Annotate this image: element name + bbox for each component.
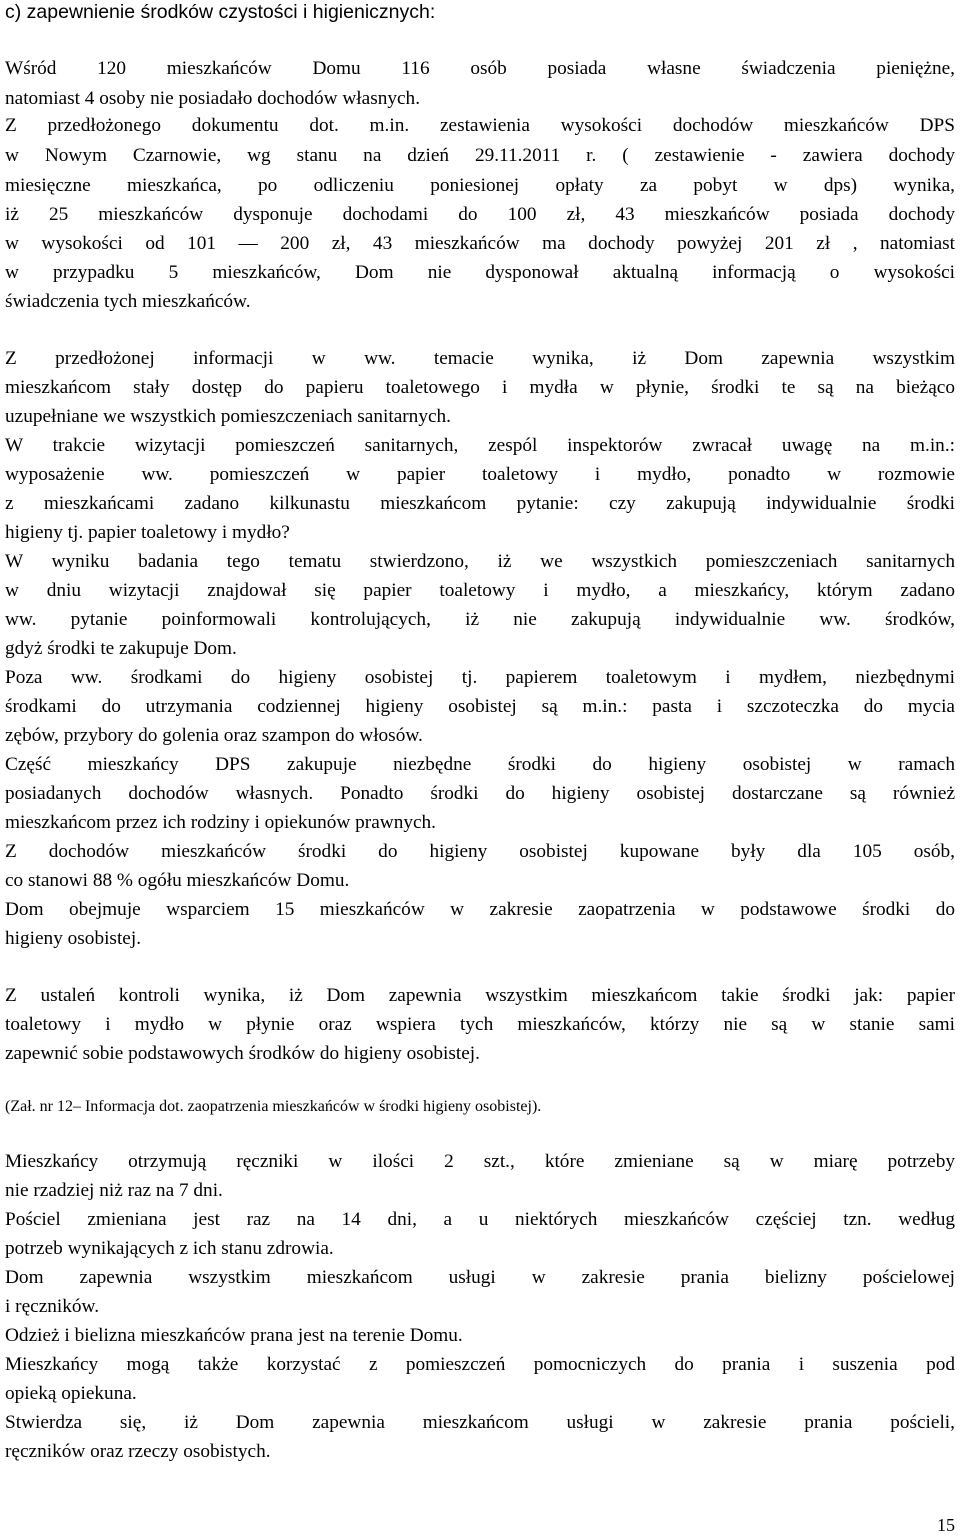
text-line: mieszkańcom stały dostęp do papieru toaletowego i mydła w płynie, środki te są na bieżąco bbox=[5, 377, 955, 398]
text-line: Z dochodów mieszkańców środki do higieny osobistej kupowane były dla 105 osób, bbox=[5, 841, 955, 862]
text-line: W trakcie wizytacji pomieszczeń sanitarnych, zespól inspektorów zwracał uwagę na m.in.: bbox=[5, 435, 955, 456]
text-line: higieny osobistej. bbox=[5, 928, 142, 949]
text-line: Wśród 120 mieszkańców Domu 116 osób posiada własne świadczenia pieniężne, bbox=[5, 58, 955, 79]
text-line: higieny tj. papier toaletowy i mydło? bbox=[5, 522, 290, 543]
text-line: z mieszkańcami zadano kilkunastu mieszkańcom pytanie: czy zakupują indywidualnie środki bbox=[5, 493, 955, 514]
text-line: ręczników oraz rzeczy osobistych. bbox=[5, 1441, 271, 1462]
text-line: Z przedłożonej informacji w ww. temacie wynika, iż Dom zapewnia wszystkim bbox=[5, 348, 955, 369]
text-line: ww. pytanie poinformowali kontrolujących, iż nie zakupują indywidualnie ww. środków, bbox=[5, 609, 955, 630]
text-line: w wysokości od 101 — 200 zł, 43 mieszkańców ma dochody powyżej 201 zł , natomiast bbox=[5, 233, 955, 254]
text-line: Mieszkańcy otrzymują ręczniki w ilości 2 szt., które zmieniane są w miarę potrzeby bbox=[5, 1151, 955, 1172]
text-line: w przypadku 5 mieszkańców, Dom nie dysponował aktualną informacją o wysokości bbox=[5, 262, 955, 283]
text-line: świadczenia tych mieszkańców. bbox=[5, 291, 251, 312]
text-line: Stwierdza się, iż Dom zapewnia mieszkańcom usługi w zakresie prania pościeli, bbox=[5, 1412, 955, 1433]
text-line: W wyniku badania tego tematu stwierdzono, iż we wszystkich pomieszczeniach sanitarnych bbox=[5, 551, 955, 572]
text-line: Z przedłożonego dokumentu dot. m.in. zestawienia wysokości dochodów mieszkańców DPS bbox=[5, 115, 955, 136]
text-line: Odzież i bielizna mieszkańców prana jest na terenie Domu. bbox=[5, 1325, 463, 1346]
text-line: opieką opiekuna. bbox=[5, 1383, 137, 1404]
text-line: środkami do utrzymania codziennej higieny osobistej są m.in.: pasta i szczoteczka do mycia bbox=[5, 696, 955, 717]
text-line: miesięczne mieszkańca, po odliczeniu poniesionej opłaty za pobyt w dps) wynika, bbox=[5, 175, 955, 196]
text-line: (Zał. nr 12– Informacja dot. zaopatrzenia mieszkańców w środki higieny osobistej). bbox=[5, 1098, 542, 1115]
text-line: uzupełniane we wszystkich pomieszczeniach sanitarnych. bbox=[5, 406, 451, 427]
text-line: w Nowym Czarnowie, wg stanu na dzień 29.11.2011 r. ( zestawienie - zawiera dochody bbox=[5, 145, 955, 166]
text-line: Część mieszkańcy DPS zakupuje niezbędne środki do higieny osobistej w ramach bbox=[5, 754, 955, 775]
page-number: 15 bbox=[937, 1515, 955, 1535]
text-line: zębów, przybory do golenia oraz szampon do włosów. bbox=[5, 725, 423, 746]
text-line: nie rzadziej niż raz na 7 dni. bbox=[5, 1180, 223, 1201]
text-line: wyposażenie ww. pomieszczeń w papier toaletowy i mydło, ponadto w rozmowie bbox=[5, 464, 955, 485]
text-line: Dom obejmuje wsparciem 15 mieszkańców w zakresie zaopatrzenia w podstawowe środki do bbox=[5, 899, 955, 920]
text-line: Pościel zmieniana jest raz na 14 dni, a u niektórych mieszkańców częściej tzn. według bbox=[5, 1209, 955, 1230]
text-line: posiadanych dochodów własnych. Ponadto środki do higieny osobistej dostarczane są również bbox=[5, 783, 955, 804]
text-line: natomiast 4 osoby nie posiadało dochodów własnych. bbox=[5, 88, 421, 109]
text-line: co stanowi 88 % ogółu mieszkańców Domu. bbox=[5, 870, 350, 891]
text-line: mieszkańcom przez ich rodziny i opiekunów prawnych. bbox=[5, 812, 437, 833]
text-line: w dniu wizytacji znajdował się papier toaletowy i mydło, a mieszkańcy, którym zadano bbox=[5, 580, 955, 601]
text-line: Dom zapewnia wszystkim mieszkańcom usługi w zakresie prania bielizny pościelowej bbox=[5, 1267, 955, 1288]
text-line: potrzeb wynikających z ich stanu zdrowia. bbox=[5, 1238, 334, 1259]
section-heading: c) zapewnienie środków czystości i higienicznych: bbox=[5, 1, 436, 23]
text-line: Poza ww. środkami do higieny osobistej tj. papierem toaletowym i mydłem, niezbędnymi bbox=[5, 667, 955, 688]
text-line: Mieszkańcy mogą także korzystać z pomieszczeń pomocniczych do prania i suszenia pod bbox=[5, 1354, 955, 1375]
text-line: zapewnić sobie podstawowych środków do higieny osobistej. bbox=[5, 1043, 480, 1064]
text-line: toaletowy i mydło w płynie oraz wspiera tych mieszkańców, którzy nie są w stanie sami bbox=[5, 1014, 955, 1035]
text-line: i ręczników. bbox=[5, 1296, 100, 1317]
text-line: Z ustaleń kontroli wynika, iż Dom zapewnia wszystkim mieszkańcom takie środki jak: papier bbox=[5, 985, 955, 1006]
text-line: iż 25 mieszkańców dysponuje dochodami do 100 zł, 43 mieszkańców posiada dochody bbox=[5, 204, 955, 225]
text-line: gdyż środki te zakupuje Dom. bbox=[5, 638, 237, 659]
